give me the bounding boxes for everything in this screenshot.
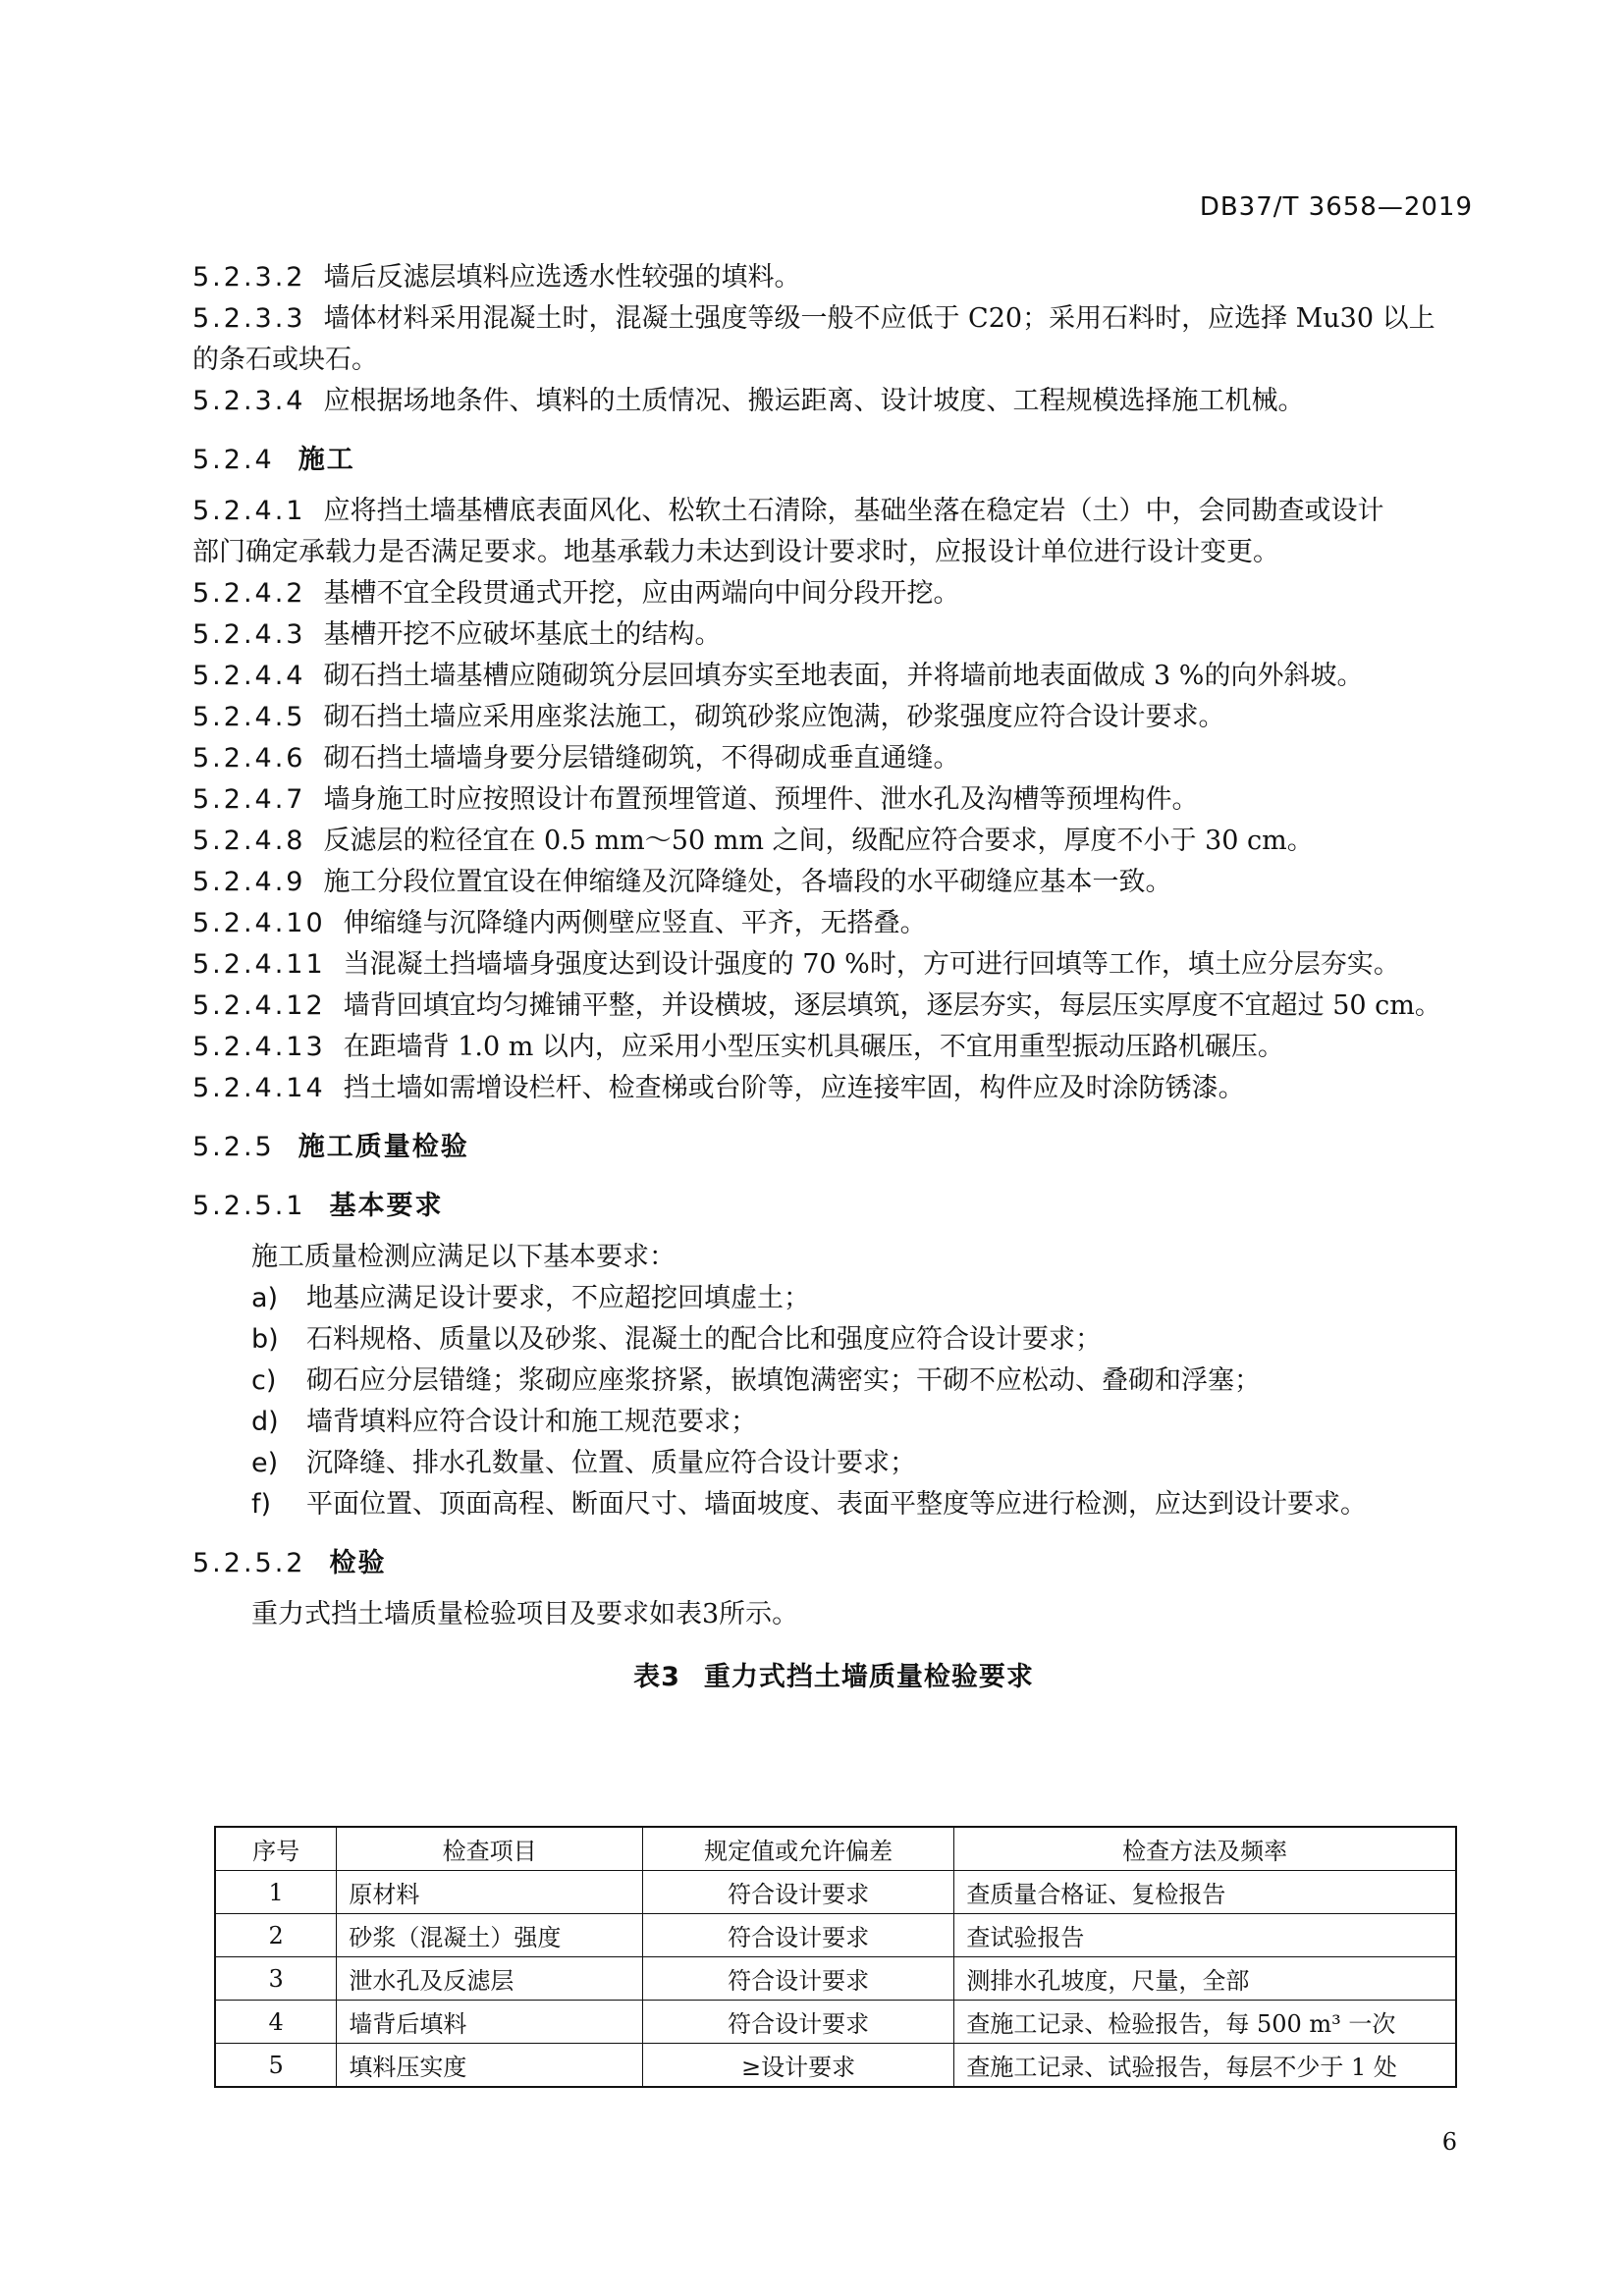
table-cell: ≥设计要求	[642, 2044, 953, 2088]
table-caption: 表3 重力式挡土墙质量检验要求	[633, 1662, 1034, 1692]
table-cell: 查质量合格证、复检报告	[954, 1871, 1456, 1914]
table-cell: 查施工记录、试验报告，每层不少于 1 处	[954, 2044, 1456, 2088]
clause-5-2-4-14: 5.2.4.14 挡土墙如需增设栏杆、检查梯或台阶等，应连接牢固，构件应及时涂防锈漆。	[192, 1073, 1245, 1103]
clause-5-2-4-13: 5.2.4.13 在距墙背 1.0 m 以内，应采用小型压实机具碾压，不宜用重型振动压路机碾压。	[192, 1032, 1284, 1062]
clause-5-2-4-1-cont: 部门确定承载力是否满足要求。地基承载力未达到设计要求时，应报设计单位进行设计变更。	[192, 537, 1279, 567]
column-header: 序号	[215, 1827, 337, 1871]
column-header: 检查方法及频率	[954, 1827, 1456, 1871]
table-cell: 4	[215, 2001, 337, 2044]
clause-5-2-4-8: 5.2.4.8 反滤层的粒径宜在 0.5 mm～50 mm 之间，级配应符合要求，厚度不小于 30 cm。	[192, 826, 1314, 856]
quality-inspection-table	[214, 1826, 1457, 2088]
table-cell: 5	[215, 2044, 337, 2088]
table-cell: 符合设计要求	[642, 1871, 953, 1914]
page-number: 6	[1441, 2128, 1457, 2156]
heading-5-2-4: 5.2.4 施工	[192, 445, 355, 475]
table-row	[215, 1914, 1456, 1957]
table-cell: 符合设计要求	[642, 1957, 953, 2001]
clause-5-2-3-3-cont: 的条石或块石。	[192, 345, 378, 375]
table-cell: 查施工记录、检验报告，每 500 m³ 一次	[954, 2001, 1456, 2044]
clause-5-2-4-6: 5.2.4.6 砌石挡土墙墙身要分层错缝砌筑，不得砌成垂直通缝。	[192, 743, 960, 774]
basic-requirements-intro: 施工质量检测应满足以下基本要求：	[251, 1242, 676, 1272]
clause-5-2-4-10: 5.2.4.10 伸缩缝与沉降缝内两侧壁应竖直、平齐，无搭叠。	[192, 908, 927, 938]
table-header-row	[215, 1827, 1456, 1871]
clause-5-2-4-7: 5.2.4.7 墙身施工时应按照设计布置预埋管道、预埋件、泄水孔及沟槽等预埋构件。	[192, 784, 1199, 815]
table-row	[215, 1957, 1456, 2001]
column-header: 检查项目	[337, 1827, 643, 1871]
document-body	[192, 257, 1475, 1714]
table-row	[215, 1871, 1456, 1914]
clause-5-2-3-3: 5.2.3.3 墙体材料采用混凝土时，混凝土强度等级一般不应低于 C20；采用石料时，应选择 Mu30 以上	[192, 303, 1435, 334]
clause-5-2-4-4: 5.2.4.4 砌石挡土墙基槽应随砌筑分层回填夯实至地表面，并将墙前地表面做成 3 %的向外斜坡。	[192, 661, 1364, 691]
clause-5-2-3-2: 5.2.3.2 墙后反滤层填料应选透水性较强的填料。	[192, 262, 801, 293]
column-header: 规定值或允许偏差	[642, 1827, 953, 1871]
table-cell: 测排水孔坡度，尺量，全部	[954, 1957, 1456, 2001]
standard-code: DB37/T 3658—2019	[1199, 192, 1473, 222]
table-cell: 2	[215, 1914, 337, 1957]
clause-5-2-4-11: 5.2.4.11 当混凝土挡墙墙身强度达到设计强度的 70 %时，方可进行回填等工作，填土应分层夯实。	[192, 949, 1400, 980]
list-item: e) 沉降缝、排水孔数量、位置、质量应符合设计要求；	[251, 1448, 916, 1478]
table-row	[215, 2044, 1456, 2088]
inspection-intro: 重力式挡土墙质量检验项目及要求如表3所示。	[251, 1599, 799, 1629]
table-row	[215, 2001, 1456, 2044]
table-cell: 泄水孔及反滤层	[337, 1957, 643, 2001]
table-cell: 符合设计要求	[642, 1914, 953, 1957]
heading-5-2-5: 5.2.5 施工质量检验	[192, 1132, 469, 1162]
heading-5-2-5-1: 5.2.5.1 基本要求	[192, 1191, 444, 1221]
list-item: c) 砌石应分层错缝；浆砌应座浆挤紧，嵌填饱满密实；干砌不应松动、叠砌和浮塞；	[251, 1365, 1261, 1396]
heading-5-2-5-2: 5.2.5.2 检验	[192, 1548, 387, 1578]
clause-5-2-4-9: 5.2.4.9 施工分段位置宜设在伸缩缝及沉降缝处，各墙段的水平砌缝应基本一致。	[192, 867, 1172, 897]
table-cell: 查试验报告	[954, 1914, 1456, 1957]
table-cell: 符合设计要求	[642, 2001, 953, 2044]
table-cell: 墙背后填料	[337, 2001, 643, 2044]
list-item: a) 地基应满足设计要求，不应超挖回填虚土；	[251, 1283, 810, 1313]
clause-5-2-4-3: 5.2.4.3 基槽开挖不应破坏基底土的结构。	[192, 619, 722, 650]
list-item: b) 石料规格、质量以及砂浆、混凝土的配合比和强度应符合设计要求；	[251, 1324, 1102, 1355]
table-cell: 1	[215, 1871, 337, 1914]
table-cell: 3	[215, 1957, 337, 2001]
clause-5-2-4-5: 5.2.4.5 砌石挡土墙应采用座浆法施工，砌筑砂浆应饱满，砂浆强度应符合设计要求。	[192, 702, 1225, 732]
list-item: d) 墙背填料应符合设计和施工规范要求；	[251, 1407, 757, 1437]
clause-5-2-4-2: 5.2.4.2 基槽不宜全段贯通式开挖，应由两端向中间分段开挖。	[192, 578, 960, 609]
clause-5-2-4-1: 5.2.4.1 应将挡土墙基槽底表面风化、松软土石清除，基础坐落在稳定岩（土）中，会同勘查或设计	[192, 496, 1384, 526]
clause-5-2-4-12: 5.2.4.12 墙背回填宜均匀摊铺平整，并设横坡，逐层填筑，逐层夯实，每层压实厚度不宜超过 50 cm。	[192, 990, 1441, 1021]
table-cell: 填料压实度	[337, 2044, 643, 2088]
list-item: f) 平面位置、顶面高程、断面尺寸、墙面坡度、表面平整度等应进行检测，应达到设计要求。	[251, 1489, 1367, 1520]
table-cell: 砂浆（混凝土）强度	[337, 1914, 643, 1957]
clause-5-2-3-4: 5.2.3.4 应根据场地条件、填料的土质情况、搬运距离、设计坡度、工程规模选择施工机械。	[192, 386, 1305, 416]
table-cell: 原材料	[337, 1871, 643, 1914]
